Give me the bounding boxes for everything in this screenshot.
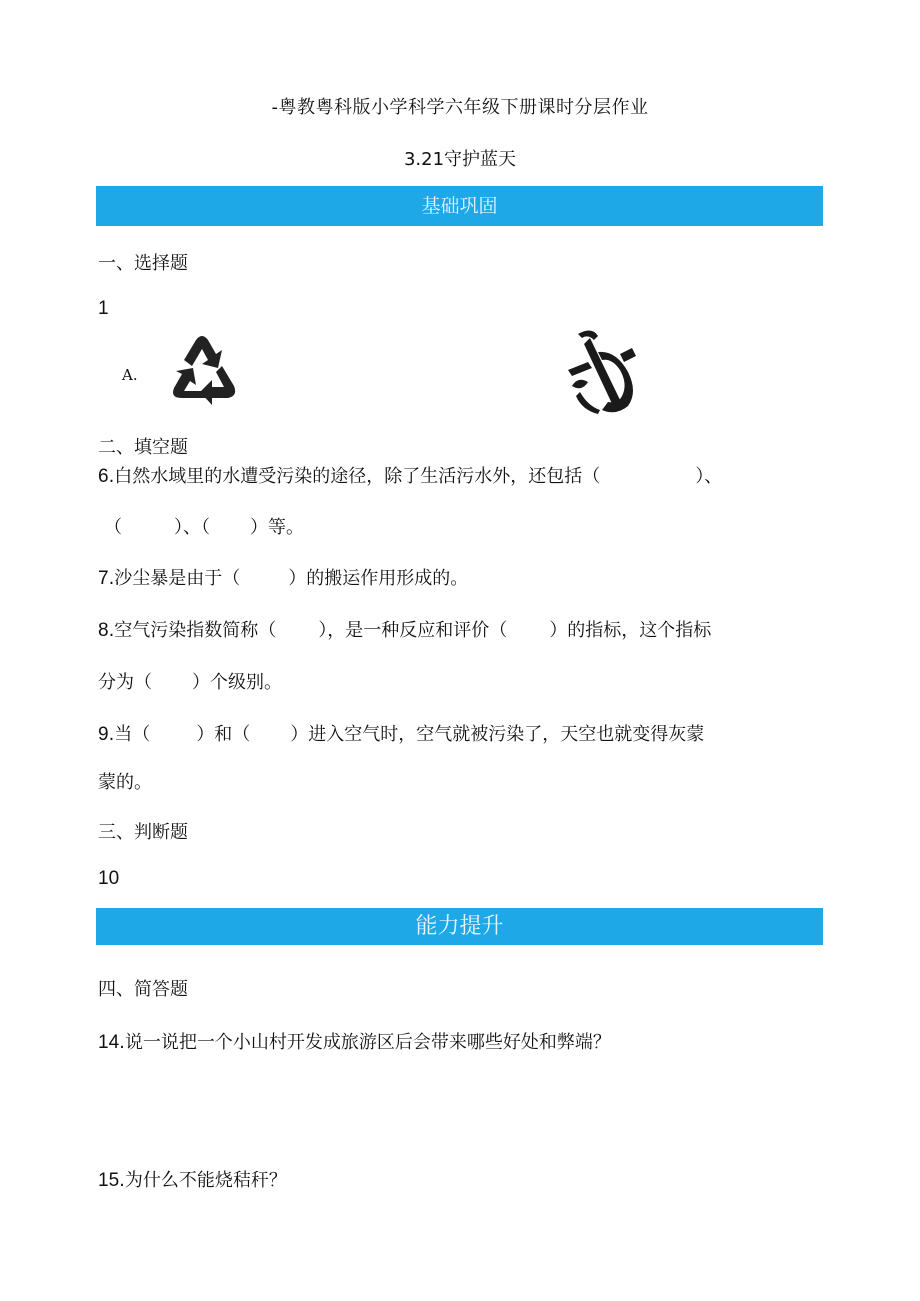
question-1-number [98, 298, 109, 320]
q15-text: .为什么不能烧秸秆？ [119, 1170, 287, 1191]
q9-text-1: .当（ [108, 724, 151, 745]
q7-text-2: ）的搬运作用形成的。 [288, 568, 469, 589]
question-8-line-2 [98, 668, 282, 694]
section-choice: 一、选择题 [98, 253, 188, 274]
q8-text-1: .空气污染指数简称（ [108, 620, 277, 641]
question-6-line-1 [98, 462, 722, 488]
banner-advanced: 能力提升 [96, 908, 823, 945]
q15-number: 15 [98, 1170, 120, 1191]
q10-number: 10 [98, 868, 120, 889]
q8-text-4: 分为（ [98, 672, 152, 693]
q6-text-3: （ [104, 517, 122, 538]
option-a-label: A. [122, 366, 138, 384]
question-8-line-1 [98, 616, 711, 642]
page-title: -粤教粤科版小学科学六年级下册课时分层作业 [271, 97, 649, 118]
question-10 [98, 868, 119, 890]
section-fill: 二、填空题 [98, 437, 188, 458]
q14-text: .说一说把一个小山村开发成旅游区后会带来哪些好处和弊端？ [119, 1032, 611, 1053]
question-9-line-1 [98, 720, 704, 746]
q9-text-3: ）进入空气时，空气就被污染了，天空也就变得灰蒙 [290, 724, 705, 745]
q6-text-2: ）、 [695, 466, 723, 487]
q1-number: 1 [98, 298, 109, 319]
question-7 [98, 564, 468, 590]
q6-text-5: ）等。 [250, 517, 304, 538]
q6-text-1: .白然水域里的水遭受污染的途径，除了生活污水外，还包括（ [108, 466, 601, 487]
question-14 [98, 1028, 611, 1054]
question-9-line-2 [98, 768, 152, 794]
q6-text-4: ）、（ [174, 517, 210, 538]
recycle-icon [162, 330, 242, 414]
q8-text-2: ），是一种反应和评价（ [318, 620, 508, 641]
section-short-answer: 四、简答题 [98, 979, 188, 1000]
q8-text-5: ）个级别。 [192, 672, 282, 693]
q14-number: 14 [98, 1032, 120, 1053]
q6-number: 6 [98, 466, 109, 487]
question-15 [98, 1166, 287, 1192]
q9-text-2: ）和（ [196, 724, 251, 745]
q7-number: 7 [98, 568, 109, 589]
banner-basic: 基础巩固 [96, 186, 823, 226]
q9-text-4: 蒙的。 [98, 772, 152, 793]
q8-text-3: ）的指标，这个指标 [549, 620, 712, 641]
q7-text-1: .沙尘暴是由于（ [108, 568, 241, 589]
section-judge: 三、判断题 [98, 822, 188, 843]
q9-number: 9 [98, 724, 109, 745]
trash-can-icon [558, 326, 648, 418]
q8-number: 8 [98, 620, 109, 641]
lesson-title: 3.21守护蓝天 [403, 149, 517, 170]
question-6-line-2 [104, 513, 304, 539]
